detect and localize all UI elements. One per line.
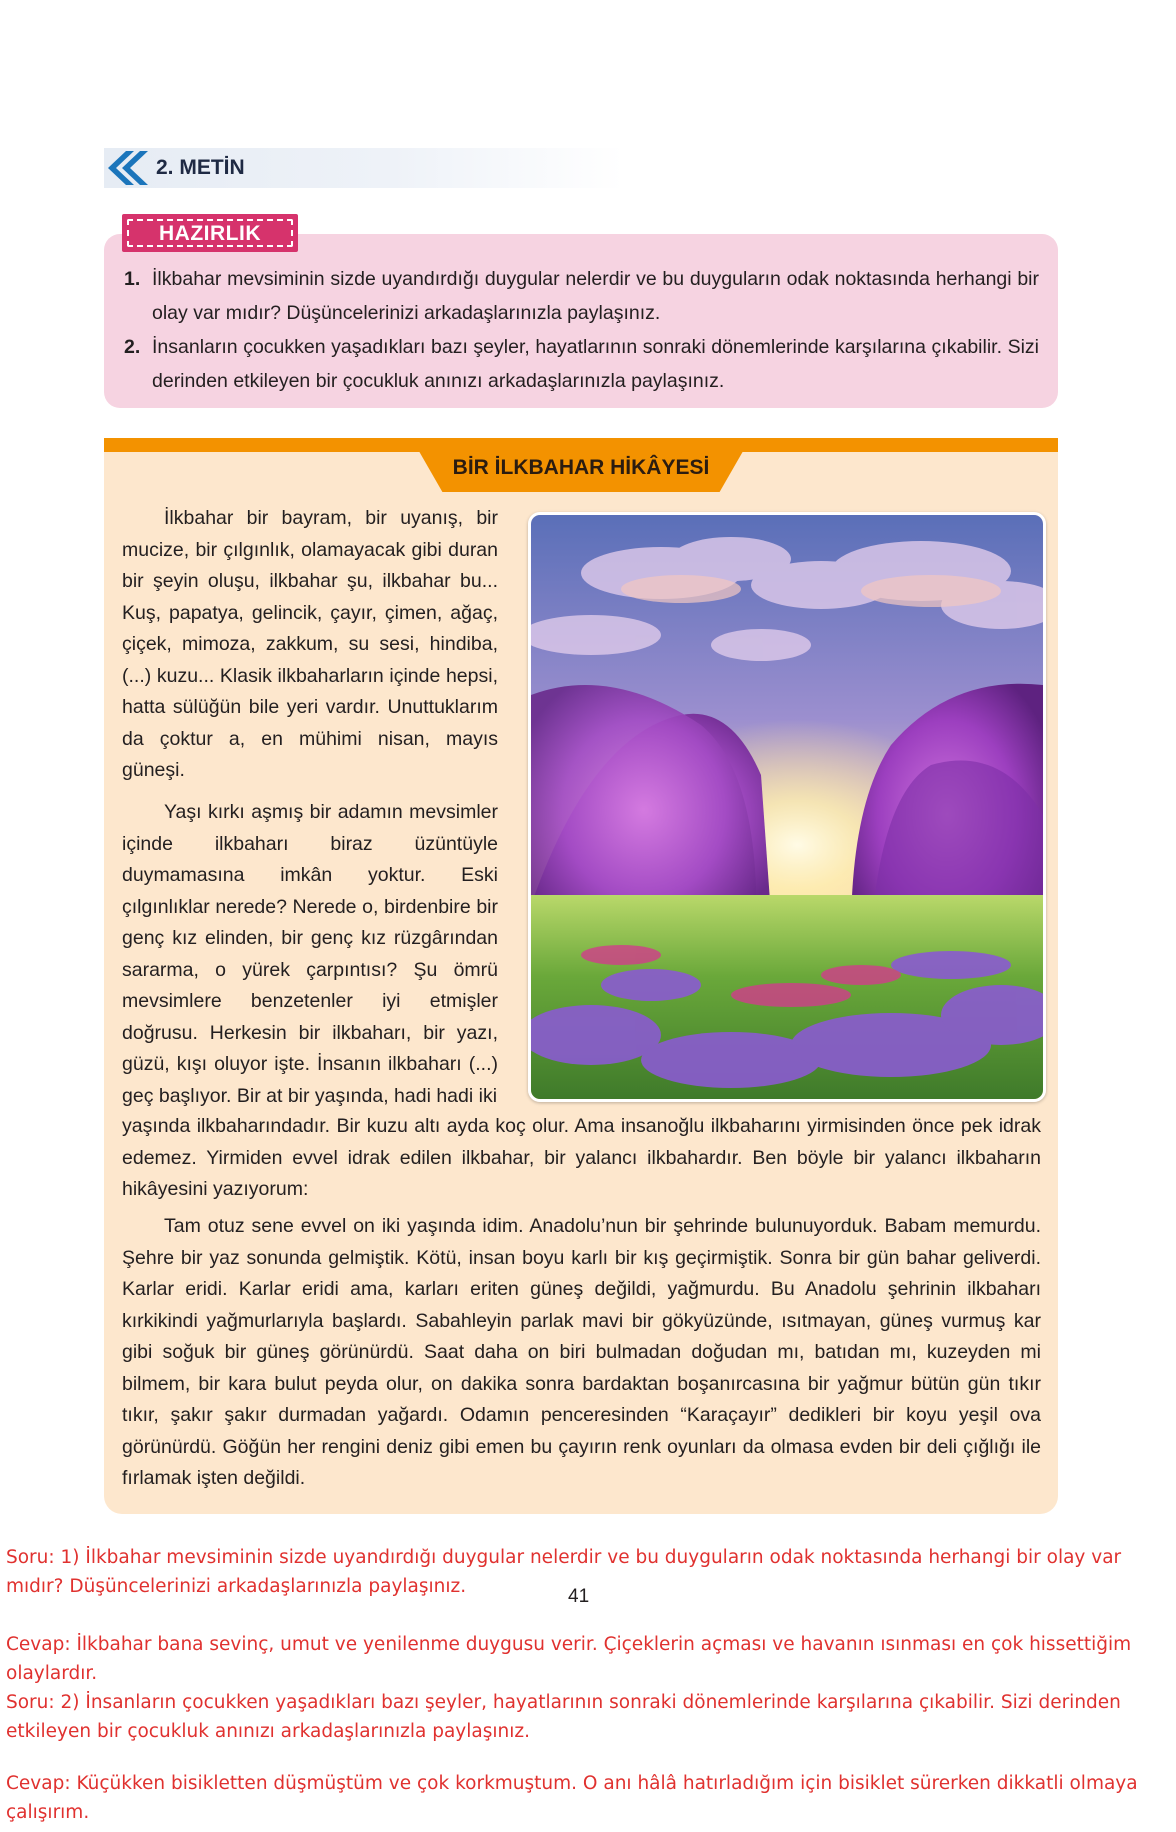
paragraph-text: yaşında ilkbaharındadır. Bir kuzu altı ayda koç olur. Ama insanoğlu ilkbaharını yirmisinden önce pek idrak edemez. Yirmiden evvel idrak edilen ilkbahar, bir yalancı ilkbahardır. Ben böyle bir yalancı ilkbaharın hikâyesini yazıyorum: — [122, 1115, 1041, 1200]
story-paragraph-2-end — [122, 1111, 1041, 1206]
hazirlik-question-2 — [124, 330, 1039, 398]
story-title: BİR İLKBAHAR HİKÂYESİ — [452, 456, 710, 479]
story-paragraph-3 — [122, 1211, 1041, 1495]
hazirlik-question-1 — [124, 262, 1039, 330]
spring-landscape-image — [528, 512, 1046, 1102]
question-number: 1. — [124, 268, 141, 290]
page-number: 41 — [568, 1586, 590, 1607]
answer-question-1: Soru: 1) İlkbahar mevsiminin sizde uyandırdığı duygular nelerdir ve bu duyguların odak noktasında herhangi bir olay var mıdır? Düşüncelerinizi arkadaşlarınızla paylaşınız. — [6, 1547, 1122, 1597]
answer-2: Cevap: Küçükken bisikletten düşmüştüm ve çok korkmuştum. O anı hâlâ hatırladığım için bisiklet sürerken dikkatli olmaya çalışırım. — [6, 1773, 1138, 1823]
paragraph-text: Tam otuz sene evvel on iki yaşında idim. Anadolu’nun bir şehrinde bulunuyorduk. Babam memurdu. Şehre bir yaz sonunda gelmiştik. Kötü, insan boyu karlı bir kış geçirmiştik. Sonra bir gün bahar geliverdi. Karlar eridi. Karlar eridi ama, karları eriten güneş değildi, yağmurdu. Bu Anadolu şehrinin ilkbaharı kırkikindi yağmurlarıyla başlardı. Sabahleyin parlak mavi bir gökyüzünde, ısıtmayan, güneş vurmuş kar gibi soğuk bir güneş görünürdü. Saat daha on biri bulmadan doğudan mı, batıdan mı, kuzeyden mi bilmem, bir kara bulut peyda olur, on dakika sonra bardaktan boşanırcasına bir yağmur bütün gün tıkır tıkır, şakır şakır durmadan yağardı. Odamın penceresinden “Karaçayır” dedikleri bir koyu yeşil ova görünürdü. Göğün her rengini deniz gibi emen bu çayırın renk oyunları da olmasa evden bir deli çığlığı ile fırlamak işten değildi. — [122, 1215, 1041, 1489]
hazirlik-tag-label: HAZIRLIK — [159, 222, 261, 245]
hazirlik-tag — [122, 214, 298, 252]
story-paragraph-1 — [122, 503, 498, 787]
double-chevron-left-icon — [104, 148, 148, 188]
question-number: 2. — [124, 336, 141, 358]
section-title: 2. METİN — [156, 156, 245, 179]
question-text: İnsanların çocukken yaşadıkları bazı şeyler, hayatlarının sonraki dönemlerinde karşılarına çıkabilir. Sizi derinden etkileyen bir çocukluk anınızı arkadaşlarınızla paylaşınız. — [152, 336, 1039, 392]
answer-question-2: Soru: 2) İnsanların çocukken yaşadıkları bazı şeyler, hayatlarının sonraki dönemlerinde karşılarına çıkabilir. Sizi derinden etkileyen bir çocukluk anınızı arkadaşlarınızla paylaşınız. — [6, 1692, 1121, 1742]
question-text: İlkbahar mevsiminin sizde uyandırdığı duygular nelerdir ve bu duyguların odak noktasında herhangi bir olay var mıdır? Düşüncelerinizi arkadaşlarınızla paylaşınız. — [152, 268, 1039, 324]
answer-1: Cevap: İlkbahar bana sevinç, umut ve yenilenme duygusu verir. Çiçeklerin açması ve havanın ısınması en çok hissettiğim olaylardır. — [6, 1634, 1132, 1684]
story-paragraph-2-start — [122, 797, 498, 1112]
paragraph-text: İlkbahar bir bayram, bir uyanış, bir mucize, bir çılgınlık, olamayacak gibi duran bir şeyin oluşu, ilkbahar şu, ilkbahar bu... Kuş, papatya, gelincik, çayır, çimen, ağaç, çiçek, mimoza, zakkum, su sesi, hindiba, (...) kuzu... Klasik ilkbaharların içinde hepsi, hatta sülüğün bile yeri vardır. Unuttuklarım da çoktur a, en mühimi nisan, mayıs güneşi. — [122, 507, 498, 781]
section-header — [104, 148, 624, 188]
paragraph-text: Yaşı kırkı aşmış bir adamın mevsimler içinde ilkbaharı biraz üzüntüyle duymamasına imkân yoktur. Eski çılgınlıklar nerede? Nerede o, birdenbire bir genç kız elinden, bir genç kız rüzgârından sararma, o yürek çarpıntısı? Şu ömrü mevsimlere benzetenler iyi etmişler doğrusu. Herkesin bir ilkbaharı, bir yazı, güzü, kışı oluyor işte. İnsanın ilkbaharı (...) geç başlıyor. Bir at bir yaşında, hadi hadi iki — [122, 801, 498, 1107]
